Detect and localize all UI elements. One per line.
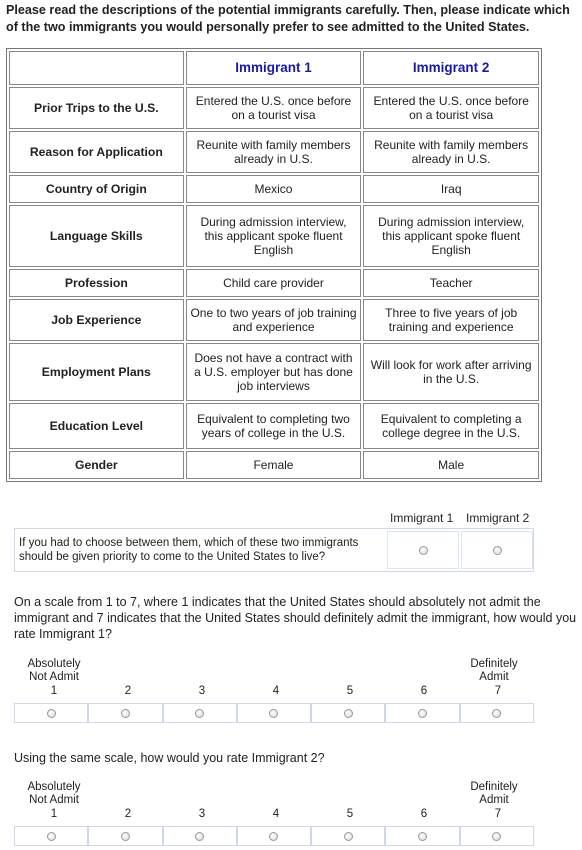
rating-question-immigrant-2: Using the same scale, how would you rate Immigrant 2? <box>14 751 325 765</box>
scale-number-2: 2 <box>124 808 132 820</box>
rating-1-option-6[interactable] <box>385 703 459 723</box>
row-label: Country of Origin <box>9 175 184 203</box>
immigrant-2-value: Equivalent to completing a college degree in the U.S. <box>363 403 539 449</box>
rating-2-option-3[interactable] <box>163 826 237 846</box>
scale-high-label-line-1: Definitely <box>470 658 518 670</box>
table-row <box>9 205 539 267</box>
row-label: Gender <box>9 451 184 479</box>
choice-immigrant-1-cell[interactable] <box>387 531 459 569</box>
header-immigrant-1: Immigrant 1 <box>186 51 362 85</box>
row-label: Prior Trips to the U.S. <box>9 87 184 129</box>
radio-button[interactable] <box>47 709 56 718</box>
row-label: Profession <box>9 269 184 297</box>
rating-1-option-7[interactable] <box>460 703 534 723</box>
table-row <box>9 403 539 449</box>
immigrant-1-value: Female <box>186 451 362 479</box>
immigrant-2-value: During admission interview, this applicant spoke fluent English <box>363 205 539 267</box>
scale-number-4: 4 <box>272 685 280 697</box>
immigrant-1-value: One to two years of job training and experience <box>186 299 362 341</box>
scale-number-1: 1 <box>50 685 58 697</box>
priority-choice-question <box>14 528 534 572</box>
rating-2-option-1[interactable] <box>14 826 88 846</box>
row-label: Employment Plans <box>9 343 184 401</box>
scale-number-7: 7 <box>494 808 502 820</box>
immigrant-2-value: Male <box>363 451 539 479</box>
immigrant-1-value: During admission interview, this applicant spoke fluent English <box>186 205 362 267</box>
scale-low-label-line-2: Not Admit <box>29 794 79 806</box>
scale-low-label-line-1: Absolutely <box>27 781 81 793</box>
table-row <box>9 131 539 173</box>
scale-number-5: 5 <box>346 808 354 820</box>
radio-button[interactable] <box>492 832 501 841</box>
radio-button[interactable] <box>195 832 204 841</box>
rating-2-option-5[interactable] <box>311 826 385 846</box>
choice-column-immigrant-2: Immigrant 2 <box>466 511 530 525</box>
choice-column-immigrant-1: Immigrant 1 <box>390 511 454 525</box>
radio-button[interactable] <box>47 832 56 841</box>
rating-row-immigrant-2 <box>14 826 534 846</box>
table-row <box>9 451 539 479</box>
choice-immigrant-2-cell[interactable] <box>461 531 533 569</box>
table-header-row <box>9 51 539 85</box>
radio-button[interactable] <box>418 709 427 718</box>
rating-1-option-1[interactable] <box>14 703 88 723</box>
scale-low-label-line-2: Not Admit <box>29 671 79 683</box>
table-row <box>9 175 539 203</box>
rating-1-option-5[interactable] <box>311 703 385 723</box>
scale-number-3: 3 <box>198 685 206 697</box>
immigrant-1-value: Entered the U.S. once before on a tourist visa <box>186 87 362 129</box>
radio-button[interactable] <box>121 832 130 841</box>
table-row <box>9 299 539 341</box>
immigrant-1-value: Reunite with family members already in U.S. <box>186 131 362 173</box>
scale-number-7: 7 <box>494 685 502 697</box>
header-blank <box>9 51 184 85</box>
scale-low-label-line-1: Absolutely <box>27 658 81 670</box>
table-row <box>9 269 539 297</box>
immigrant-2-value: Three to five years of job training and experience <box>363 299 539 341</box>
row-label: Job Experience <box>9 299 184 341</box>
radio-button[interactable] <box>269 709 278 718</box>
immigrant-1-value: Mexico <box>186 175 362 203</box>
immigrant-2-value: Reunite with family members already in U.S. <box>363 131 539 173</box>
scale-high-label-line-2: Admit <box>479 794 509 806</box>
table-row <box>9 87 539 129</box>
row-label: Reason for Application <box>9 131 184 173</box>
radio-button[interactable] <box>344 709 353 718</box>
immigrant-1-value: Equivalent to completing two years of college in the U.S. <box>186 403 362 449</box>
rating-2-option-2[interactable] <box>88 826 162 846</box>
scale-low-label <box>14 781 94 807</box>
radio-button[interactable] <box>195 709 204 718</box>
rating-1-option-3[interactable] <box>163 703 237 723</box>
radio-button[interactable] <box>121 709 130 718</box>
rating-1-option-4[interactable] <box>237 703 311 723</box>
rating-row-immigrant-1 <box>14 703 534 723</box>
immigrant-2-value: Iraq <box>363 175 539 203</box>
choice-immigrant-1-radio[interactable] <box>419 546 428 555</box>
immigrant-1-value: Does not have a contract with a U.S. employer but has done job interviews <box>186 343 362 401</box>
immigrant-2-value: Teacher <box>363 269 539 297</box>
header-immigrant-2: Immigrant 2 <box>363 51 539 85</box>
rating-question-immigrant-1: On a scale from 1 to 7, where 1 indicates that the United States should absolutely not admit the immigrant and 7 indicates that the United States should definitely admit the immigrant, how would you rate Immigrant 1? <box>14 595 577 641</box>
radio-button[interactable] <box>269 832 278 841</box>
immigrant-2-value: Entered the U.S. once before on a tourist visa <box>363 87 539 129</box>
priority-question-text: If you had to choose between them, which of these two immigrants should be given priority to come to the United States to live? <box>19 537 359 563</box>
scale-number-6: 6 <box>420 685 428 697</box>
scale-number-5: 5 <box>346 685 354 697</box>
radio-button[interactable] <box>344 832 353 841</box>
scale-number-4: 4 <box>272 808 280 820</box>
rating-2-option-4[interactable] <box>237 826 311 846</box>
scale-number-2: 2 <box>124 685 132 697</box>
choice-immigrant-2-radio[interactable] <box>493 546 502 555</box>
scale-number-6: 6 <box>420 808 428 820</box>
scale-number-1: 1 <box>50 808 58 820</box>
scale-high-label-line-1: Definitely <box>470 781 518 793</box>
scale-labels-1 <box>14 658 534 698</box>
table-row <box>9 343 539 401</box>
scale-high-label <box>454 781 534 807</box>
scale-number-3: 3 <box>198 808 206 820</box>
row-label: Education Level <box>9 403 184 449</box>
radio-button[interactable] <box>418 832 427 841</box>
scale-high-label-line-2: Admit <box>479 671 509 683</box>
immigrant-2-value: Will look for work after arriving in the U.S. <box>363 343 539 401</box>
rating-2-option-6[interactable] <box>385 826 459 846</box>
scale-labels-2 <box>14 781 534 821</box>
immigrant-1-value: Child care provider <box>186 269 362 297</box>
rating-1-option-2[interactable] <box>88 703 162 723</box>
rating-2-option-7[interactable] <box>460 826 534 846</box>
comparison-table <box>6 48 542 482</box>
scale-high-label <box>454 658 534 684</box>
instructions-text: Please read the descriptions of the potential immigrants carefully. Then, please indicate which of the two immigrants you would personally prefer to see admitted to the United States. <box>6 3 570 34</box>
scale-low-label <box>14 658 94 684</box>
radio-button[interactable] <box>492 709 501 718</box>
row-label: Language Skills <box>9 205 184 267</box>
